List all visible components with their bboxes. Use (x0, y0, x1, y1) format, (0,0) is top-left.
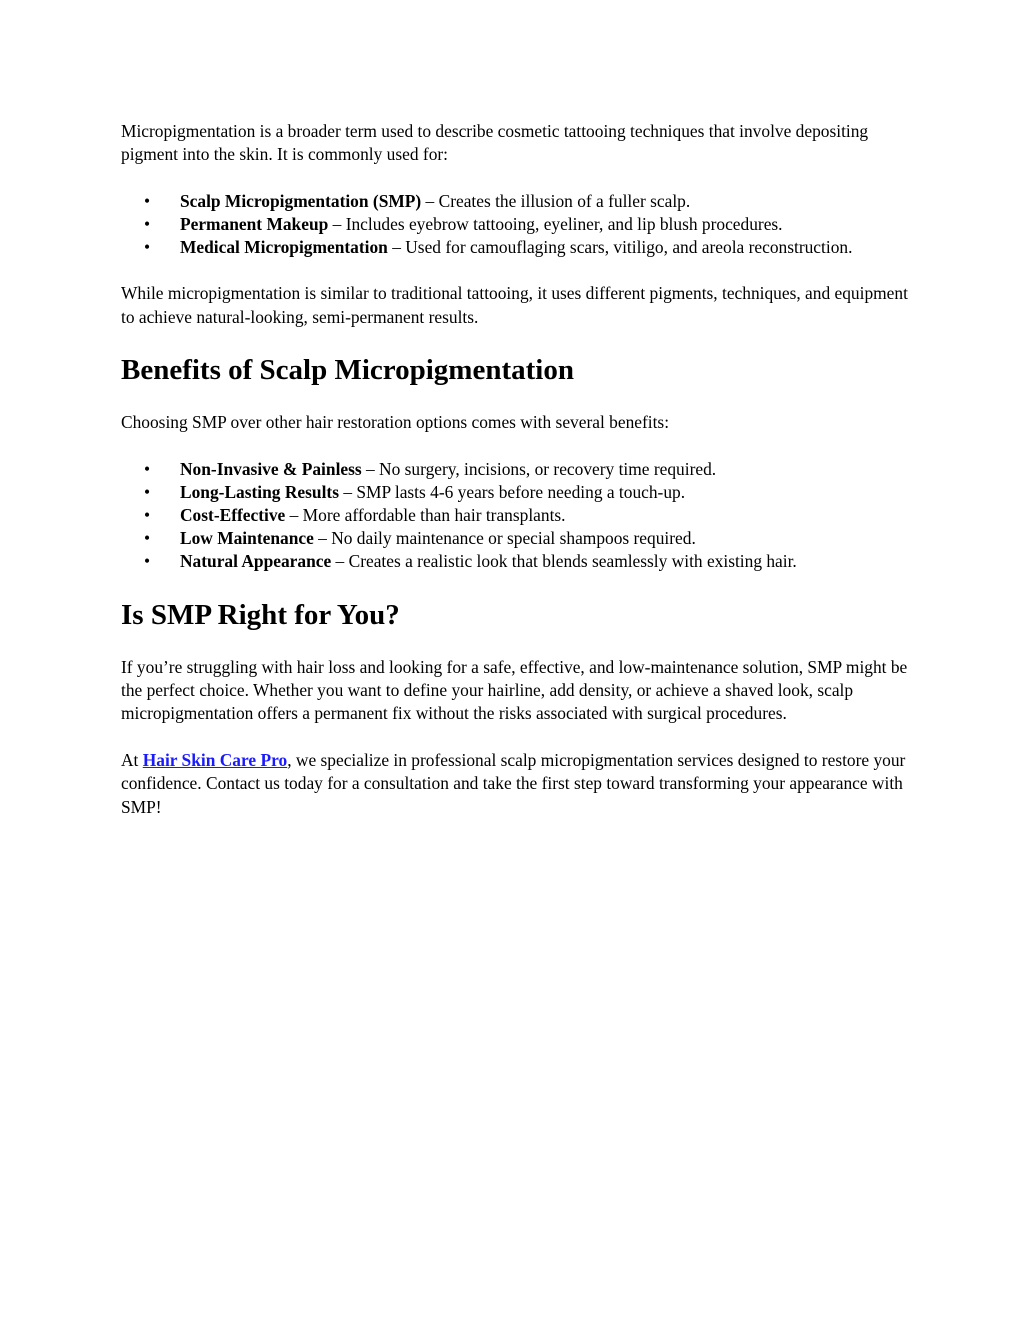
list-item-desc: – Used for camouflaging scars, vitiligo, and areola reconstruction. (387, 237, 853, 258)
list-item-term: Low Maintenance (180, 528, 314, 549)
list-item-desc: – No daily maintenance or special shampoos required. (313, 528, 696, 549)
list-item (121, 458, 911, 481)
list-item (121, 236, 911, 259)
hair-skin-care-pro-link[interactable]: Hair Skin Care Pro (142, 749, 288, 770)
list-item-term: Medical Micropigmentation (180, 237, 388, 258)
uses-list (121, 190, 911, 260)
comparison-paragraph: While micropigmentation is similar to traditional tattooing, it uses different pigments, techniques, and equipment to achieve natural-looking, semi-permanent results. (121, 283, 908, 327)
intro-paragraph: Micropigmentation is a broader term used to describe cosmetic tattooing techniques that involve depositing pigment into the skin. It is commonly used for: (121, 121, 869, 165)
list-item-term: Long-Lasting Results (180, 481, 339, 502)
bullet-icon: • (144, 551, 151, 572)
list-item-desc: – No surgery, incisions, or recovery time required. (361, 458, 717, 479)
list-item (121, 213, 911, 236)
bullet-icon: • (144, 237, 151, 258)
bullet-icon: • (144, 528, 151, 549)
list-item-term: Non-Invasive & Painless (180, 458, 362, 479)
list-item-desc: – SMP lasts 4-6 years before needing a touch-up. (338, 481, 686, 502)
benefits-list (121, 458, 911, 574)
list-item-desc: – Creates the illusion of a fuller scalp. (421, 190, 691, 211)
closing-prefix: At (121, 749, 143, 770)
list-item (121, 504, 911, 527)
benefits-intro-paragraph: Choosing SMP over other hair restoration options comes with several benefits: (121, 412, 670, 433)
list-item-term: Scalp Micropigmentation (SMP) (180, 190, 422, 211)
document-page (121, 120, 911, 819)
bullet-icon: • (144, 481, 151, 502)
smp-right-heading: Is SMP Right for You? (121, 598, 400, 631)
closing-suffix: , we specialize in professional scalp micropigmentation services designed to restore your confidence. Contact us today for a consultation and take the first step toward transforming your appearance with SMP! (121, 749, 906, 817)
list-item (121, 190, 911, 213)
list-item-desc: – More affordable than hair transplants. (285, 505, 566, 526)
bullet-icon: • (144, 458, 151, 479)
bullet-icon: • (144, 214, 151, 235)
smp-right-paragraph: If you’re struggling with hair loss and looking for a safe, effective, and low-maintenance solution, SMP might be the perfect choice. Whether you want to define your hairline, add density, or achieve a shaved look, scalp micropigmentation offers a permanent fix without the risks associated with surgical procedures. (121, 656, 908, 724)
list-item-term: Natural Appearance (180, 551, 332, 572)
list-item-term: Permanent Makeup (180, 214, 329, 235)
list-item-desc: – Creates a realistic look that blends seamlessly with existing hair. (331, 551, 797, 572)
list-item (121, 481, 911, 504)
closing-paragraph (121, 749, 911, 819)
bullet-icon: • (144, 190, 151, 211)
list-item-term: Cost-Effective (180, 505, 286, 526)
list-item (121, 527, 911, 550)
list-item (121, 550, 911, 573)
bullet-icon: • (144, 505, 151, 526)
list-item-desc: – Includes eyebrow tattooing, eyeliner, and lip blush procedures. (328, 214, 783, 235)
benefits-heading: Benefits of Scalp Micropigmentation (121, 354, 574, 387)
